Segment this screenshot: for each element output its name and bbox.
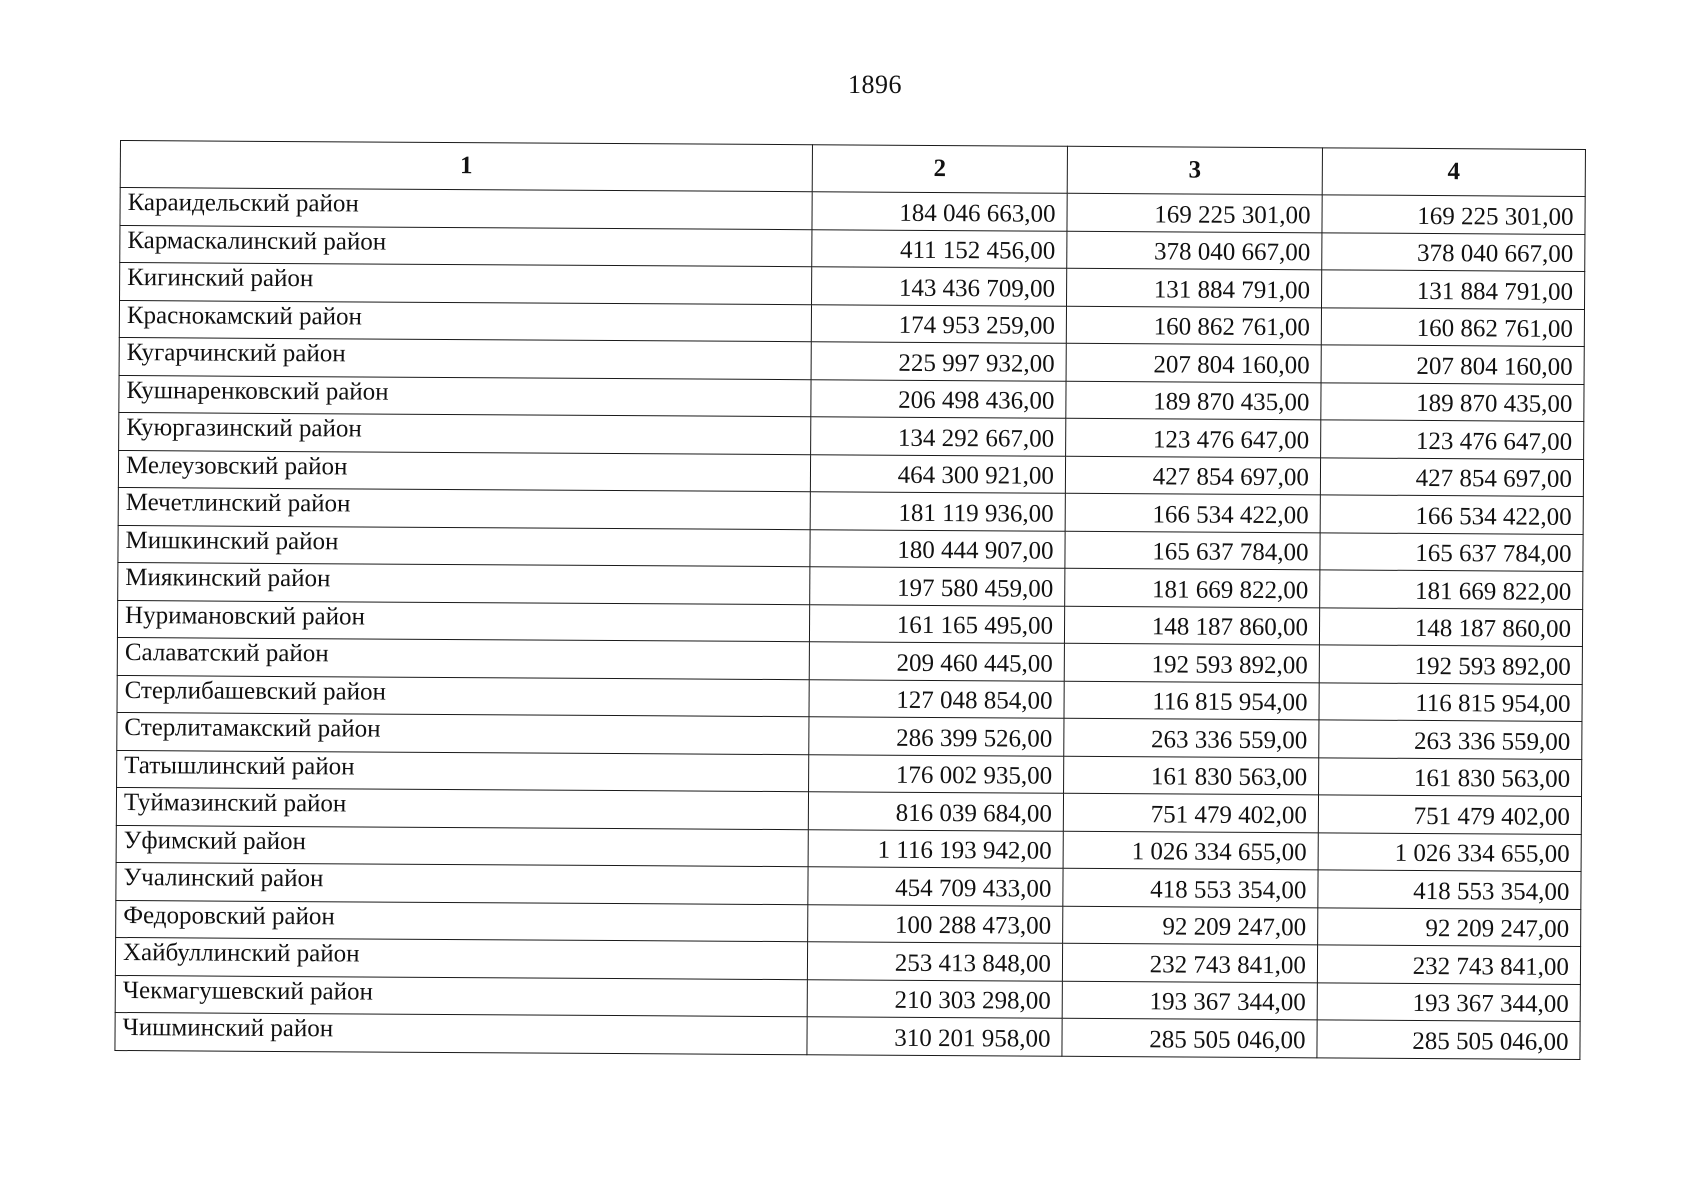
column-3-value-cell: 285 505 046,00 <box>1062 1018 1317 1057</box>
column-3-value-cell: 751 479 402,00 <box>1063 793 1318 832</box>
column-3-value-cell: 189 870 435,00 <box>1066 381 1321 420</box>
column-3-value-cell: 378 040 667,00 <box>1067 231 1322 270</box>
column-4-value-cell: 751 479 402,00 <box>1318 795 1581 834</box>
column-3-value-cell: 161 830 563,00 <box>1064 756 1319 795</box>
column-2-value-cell: 143 436 709,00 <box>812 267 1067 306</box>
table-row <box>115 1012 1580 1058</box>
column-4-value-cell: 116 815 954,00 <box>1319 682 1582 721</box>
column-2-value-cell: 161 165 495,00 <box>809 604 1064 643</box>
column-4-value-cell: 131 884 791,00 <box>1322 270 1585 309</box>
district-name-cell: Учалинский район <box>116 862 808 904</box>
column-2-value-cell: 176 002 935,00 <box>809 754 1064 793</box>
district-name-cell: Уфимский район <box>116 825 808 867</box>
column-2-value-cell: 225 997 932,00 <box>811 342 1066 381</box>
column-2-value-cell: 411 152 456,00 <box>812 229 1067 268</box>
column-3-value-cell: 418 553 354,00 <box>1063 868 1318 907</box>
table-body <box>115 188 1585 1059</box>
district-name-cell: Салаватский район <box>117 637 809 679</box>
district-name-cell: Караидельский район <box>120 188 812 230</box>
district-name-cell: Кугарчинский район <box>119 337 811 379</box>
column-3-value-cell: 131 884 791,00 <box>1067 268 1322 307</box>
column-4-value-cell: 232 743 841,00 <box>1317 945 1580 984</box>
district-name-cell: Куюргазинский район <box>119 412 811 454</box>
district-name-cell: Хайбуллинский район <box>115 937 807 979</box>
district-name-cell: Мишкинский район <box>118 525 810 567</box>
district-name-cell: Кармаскалинский район <box>120 225 812 267</box>
column-2-value-cell: 184 046 663,00 <box>812 192 1067 231</box>
column-4-value-cell: 427 854 697,00 <box>1320 457 1583 496</box>
page-number: 1896 <box>848 70 902 99</box>
district-name-cell: Чишминский район <box>115 1012 807 1054</box>
column-2-value-cell: 1 116 193 942,00 <box>808 829 1063 868</box>
district-name-cell: Кигинский район <box>120 263 812 305</box>
column-2-value-cell: 127 048 854,00 <box>809 679 1064 718</box>
district-name-cell: Нуримановский район <box>117 600 809 642</box>
district-name-cell: Чекмагушевский район <box>115 975 807 1017</box>
district-name-cell: Федоровский район <box>116 900 808 942</box>
column-2-value-cell: 181 119 936,00 <box>810 492 1065 531</box>
district-name-cell: Туймазинский район <box>116 787 808 829</box>
column-2-value-cell: 253 413 848,00 <box>807 942 1062 981</box>
column-2-value-cell: 210 303 298,00 <box>807 979 1062 1018</box>
district-name-cell: Стерлибашевский район <box>117 675 809 717</box>
column-header-3: 3 <box>1067 146 1322 195</box>
column-2-value-cell: 206 498 436,00 <box>811 379 1066 418</box>
column-2-value-cell: 209 460 445,00 <box>809 642 1064 681</box>
column-4-value-cell: 161 830 563,00 <box>1319 757 1582 796</box>
column-3-value-cell: 116 815 954,00 <box>1064 681 1319 720</box>
district-name-cell: Стерлитамакский район <box>117 712 809 754</box>
column-header-4: 4 <box>1322 148 1585 197</box>
column-3-value-cell: 165 637 784,00 <box>1065 531 1320 570</box>
column-2-value-cell: 816 039 684,00 <box>808 792 1063 831</box>
column-4-value-cell: 192 593 892,00 <box>1319 645 1582 684</box>
column-3-value-cell: 148 187 860,00 <box>1064 606 1319 645</box>
column-3-value-cell: 232 743 841,00 <box>1062 943 1317 982</box>
column-2-value-cell: 454 709 433,00 <box>808 867 1063 906</box>
column-3-value-cell: 160 862 761,00 <box>1066 306 1321 345</box>
column-4-value-cell: 207 804 160,00 <box>1321 345 1584 384</box>
column-3-value-cell: 1 026 334 655,00 <box>1063 831 1318 870</box>
budget-table-container <box>114 140 1585 1059</box>
column-header-1: 1 <box>120 141 812 192</box>
column-4-value-cell: 148 187 860,00 <box>1319 607 1582 646</box>
column-4-value-cell: 193 367 344,00 <box>1317 982 1580 1021</box>
district-name-cell: Миякинский район <box>118 562 810 604</box>
column-4-value-cell: 166 534 422,00 <box>1320 495 1583 534</box>
column-header-2: 2 <box>812 145 1067 194</box>
column-4-value-cell: 160 862 761,00 <box>1321 307 1584 346</box>
column-4-value-cell: 165 637 784,00 <box>1320 532 1583 571</box>
district-name-cell: Татышлинский район <box>117 750 809 792</box>
column-2-value-cell: 100 288 473,00 <box>808 904 1063 943</box>
budget-table <box>114 140 1586 1059</box>
column-3-value-cell: 263 336 559,00 <box>1064 718 1319 757</box>
column-3-value-cell: 166 534 422,00 <box>1065 493 1320 532</box>
column-4-value-cell: 418 553 354,00 <box>1318 870 1581 909</box>
column-3-value-cell: 192 593 892,00 <box>1064 643 1319 682</box>
column-2-value-cell: 197 580 459,00 <box>810 567 1065 606</box>
column-4-value-cell: 285 505 046,00 <box>1317 1020 1580 1059</box>
district-name-cell: Кушнаренковский район <box>119 375 811 417</box>
column-2-value-cell: 134 292 667,00 <box>811 417 1066 456</box>
column-4-value-cell: 169 225 301,00 <box>1322 195 1585 234</box>
column-3-value-cell: 207 804 160,00 <box>1066 343 1321 382</box>
column-3-value-cell: 181 669 822,00 <box>1065 568 1320 607</box>
column-3-value-cell: 193 367 344,00 <box>1062 981 1317 1020</box>
column-4-value-cell: 378 040 667,00 <box>1322 232 1585 271</box>
district-name-cell: Мелеузовский район <box>118 450 810 492</box>
column-2-value-cell: 180 444 907,00 <box>810 529 1065 568</box>
column-4-value-cell: 263 336 559,00 <box>1319 720 1582 759</box>
column-4-value-cell: 123 476 647,00 <box>1321 420 1584 459</box>
column-4-value-cell: 92 209 247,00 <box>1318 907 1581 946</box>
column-2-value-cell: 464 300 921,00 <box>810 454 1065 493</box>
column-4-value-cell: 189 870 435,00 <box>1321 382 1584 421</box>
district-name-cell: Краснокамский район <box>119 300 811 342</box>
column-3-value-cell: 123 476 647,00 <box>1066 418 1321 457</box>
column-4-value-cell: 181 669 822,00 <box>1320 570 1583 609</box>
column-3-value-cell: 427 854 697,00 <box>1065 456 1320 495</box>
column-2-value-cell: 286 399 526,00 <box>809 717 1064 756</box>
column-2-value-cell: 310 201 958,00 <box>807 1017 1062 1056</box>
district-name-cell: Мечетлинский район <box>118 487 810 529</box>
column-4-value-cell: 1 026 334 655,00 <box>1318 832 1581 871</box>
column-3-value-cell: 92 209 247,00 <box>1063 906 1318 945</box>
column-3-value-cell: 169 225 301,00 <box>1067 193 1322 232</box>
column-2-value-cell: 174 953 259,00 <box>811 304 1066 343</box>
